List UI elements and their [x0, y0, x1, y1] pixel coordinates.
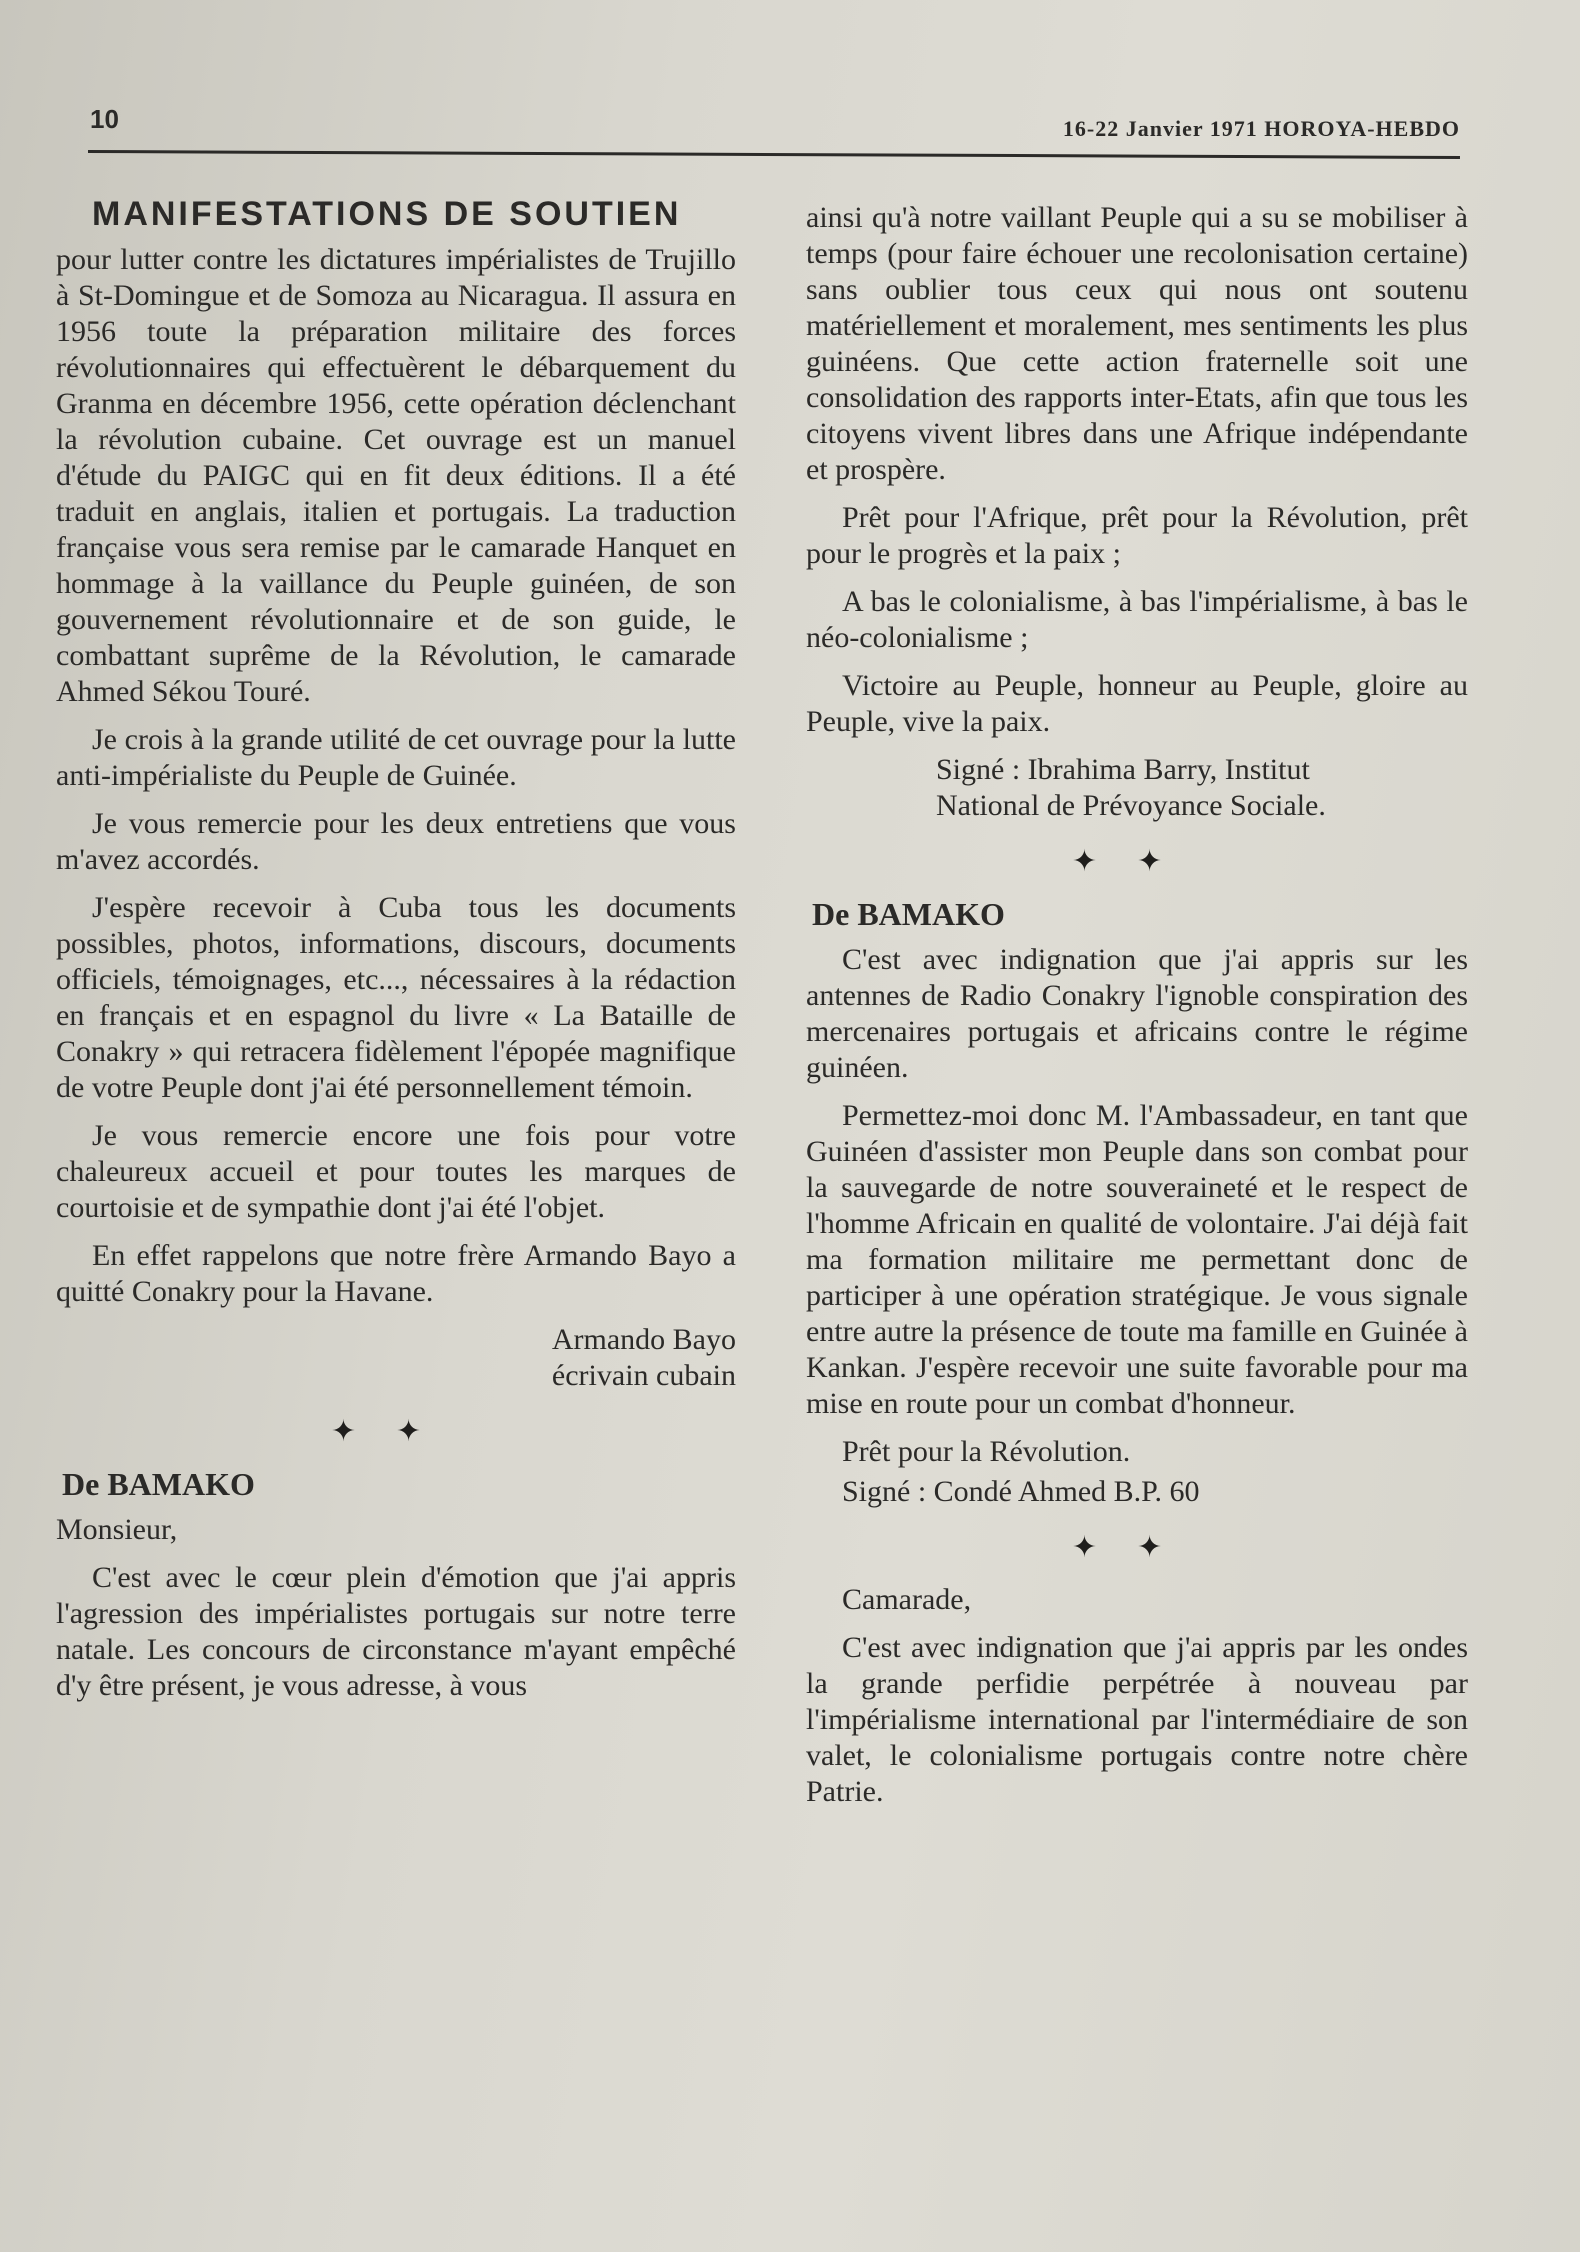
article-paragraph: Je crois à la grande utilité de cet ouvrage pour la lutte anti-impérialiste du Peuple de Guinée.	[56, 723, 736, 792]
article-paragraph: A bas le colonialisme, à bas l'impérialisme, à bas le néo-colonialisme ;	[806, 585, 1468, 654]
article-paragraph: Je vous remercie encore une fois pour votre chaleureux accueil et pour toutes les marques de courtoisie et de sympathie dont j'ai été l'objet.	[56, 1119, 736, 1224]
header-rule	[88, 150, 1460, 159]
ornament-star-icon: ✦	[330, 1415, 396, 1448]
article-paragraph: C'est avec indignation que j'ai appris par les ondes la grande perfidie perpétrée à nouveau par l'impérialisme international par l'intermédiaire de son valet, le colonialisme portugais contre notre chère Patrie.	[806, 1631, 1468, 1808]
article-paragraph: Victoire au Peuple, honneur au Peuple, gloire au Peuple, vive la paix.	[806, 669, 1468, 738]
article-paragraph: En effet rappelons que notre frère Armando Bayo a quitté Conakry pour la Havane.	[56, 1239, 736, 1308]
signature-ibrahima-barry	[936, 752, 1468, 824]
article-paragraph: J'espère recevoir à Cuba tous les documents possibles, photos, informations, discours, documents officiels, témoignages, etc..., nécessaires à la rédaction en français et en espagnol du livre « La Bataille de Conakry » qui retracera fidèlement l'épopée magnifique de votre Peuple dont j'ai été personnellement témoin.	[56, 891, 736, 1104]
subhead-bamako: De BAMAKO	[812, 896, 1005, 932]
signature-title: écrivain cubain	[551, 1359, 736, 1392]
ornament-star-icon: ✦	[1137, 845, 1203, 878]
left-column	[56, 196, 736, 1716]
article-paragraph: Prêt pour l'Afrique, prêt pour la Révolution, prêt pour le progrès et la paix ;	[806, 501, 1468, 570]
ornament-star-icon: ✦	[1071, 1531, 1137, 1564]
ornament-divider	[806, 1530, 1468, 1566]
ornament-star-icon: ✦	[396, 1415, 462, 1448]
salutation: Monsieur,	[56, 1513, 178, 1546]
right-column	[806, 200, 1468, 1822]
article-paragraph: C'est avec indignation que j'ai appris sur les antennes de Radio Conakry l'ignoble conspiration des mercenaires portugais et africains contre le régime guinéen.	[806, 943, 1468, 1084]
section-title: MANIFESTATIONS DE SOUTIEN	[92, 195, 682, 233]
ornament-divider	[56, 1414, 736, 1450]
signed-line: Signé : Ibrahima Barry, Institut	[936, 753, 1310, 786]
signature-armando-bayo	[56, 1322, 736, 1394]
ornament-star-icon: ✦	[1071, 845, 1137, 878]
article-paragraph: Je vous remercie pour les deux entretiens que vous m'avez accordés.	[56, 807, 736, 876]
article-paragraph: ainsi qu'à notre vaillant Peuple qui a su se mobiliser à temps (pour faire échouer une recolonisation certaine) sans oublier tous ceux qui nous ont soutenu matériellement et moralement, mes sentiments les plus guinéens. Que cette action fraternelle soit une consolidation des rapports inter-Etats, afin que tous les citoyens vivent libres dans une Afrique indépendante et prospère.	[806, 201, 1468, 486]
subhead-bamako: De BAMAKO	[62, 1466, 255, 1502]
article-paragraph: Permettez-moi donc M. l'Ambassadeur, en tant que Guinéen d'assister mon Peuple dans son combat pour la sauvegarde de notre souveraineté et le respect de l'homme Africain en qualité de volontaire. J'ai déjà fait ma formation militaire me permettant donc de participer à une opération stratégique. Je vous signale entre autre la présence de toute ma famille en Guinée à Kankan. J'espère recevoir une suite favorable pour ma mise en route pour un combat d'honneur.	[806, 1099, 1468, 1420]
signature-name: Armando Bayo	[551, 1323, 736, 1356]
issue-line: 16-22 Janvier 1971 HOROYA-HEBDO	[1062, 116, 1460, 141]
signed-line: National de Prévoyance Sociale.	[936, 789, 1326, 822]
article-paragraph: pour lutter contre les dictatures impérialistes de Trujillo à St-Domingue et de Somoza au Nicaragua. Il assura en 1956 toute la préparation militaire des forces révolutionnaires qui effectuèrent le débarquement du Granma en décembre 1956, cette opération déclenchant la révolution cubaine. Cet ouvrage est un manuel d'étude du PAIGC qui en fit deux éditions. Il a été traduit en anglais, italien et portugais. La traduction française vous sera remise par le camarade Hanquet en hommage à la vaillance du Peuple guinéen, de son gouvernement révolutionnaire et de son guide, le combattant suprême de la Révolution, le camarade Ahmed Sékou Touré.	[56, 243, 736, 708]
ornament-divider	[806, 844, 1468, 880]
page-number: 10	[90, 104, 119, 134]
salutation: Camarade,	[842, 1583, 972, 1616]
ready-line: Prêt pour la Révolution.	[842, 1435, 1131, 1468]
page-header	[88, 98, 1460, 158]
article-paragraph: C'est avec le cœur plein d'émotion que j'ai appris l'agression des impérialistes portugais sur notre terre natale. Les concours de circonstance m'ayant empêché d'y être présent, je vous adresse, à vous	[56, 1561, 736, 1702]
signature-conde-ahmed: Signé : Condé Ahmed B.P. 60	[842, 1475, 1200, 1508]
ornament-star-icon: ✦	[1137, 1531, 1203, 1564]
